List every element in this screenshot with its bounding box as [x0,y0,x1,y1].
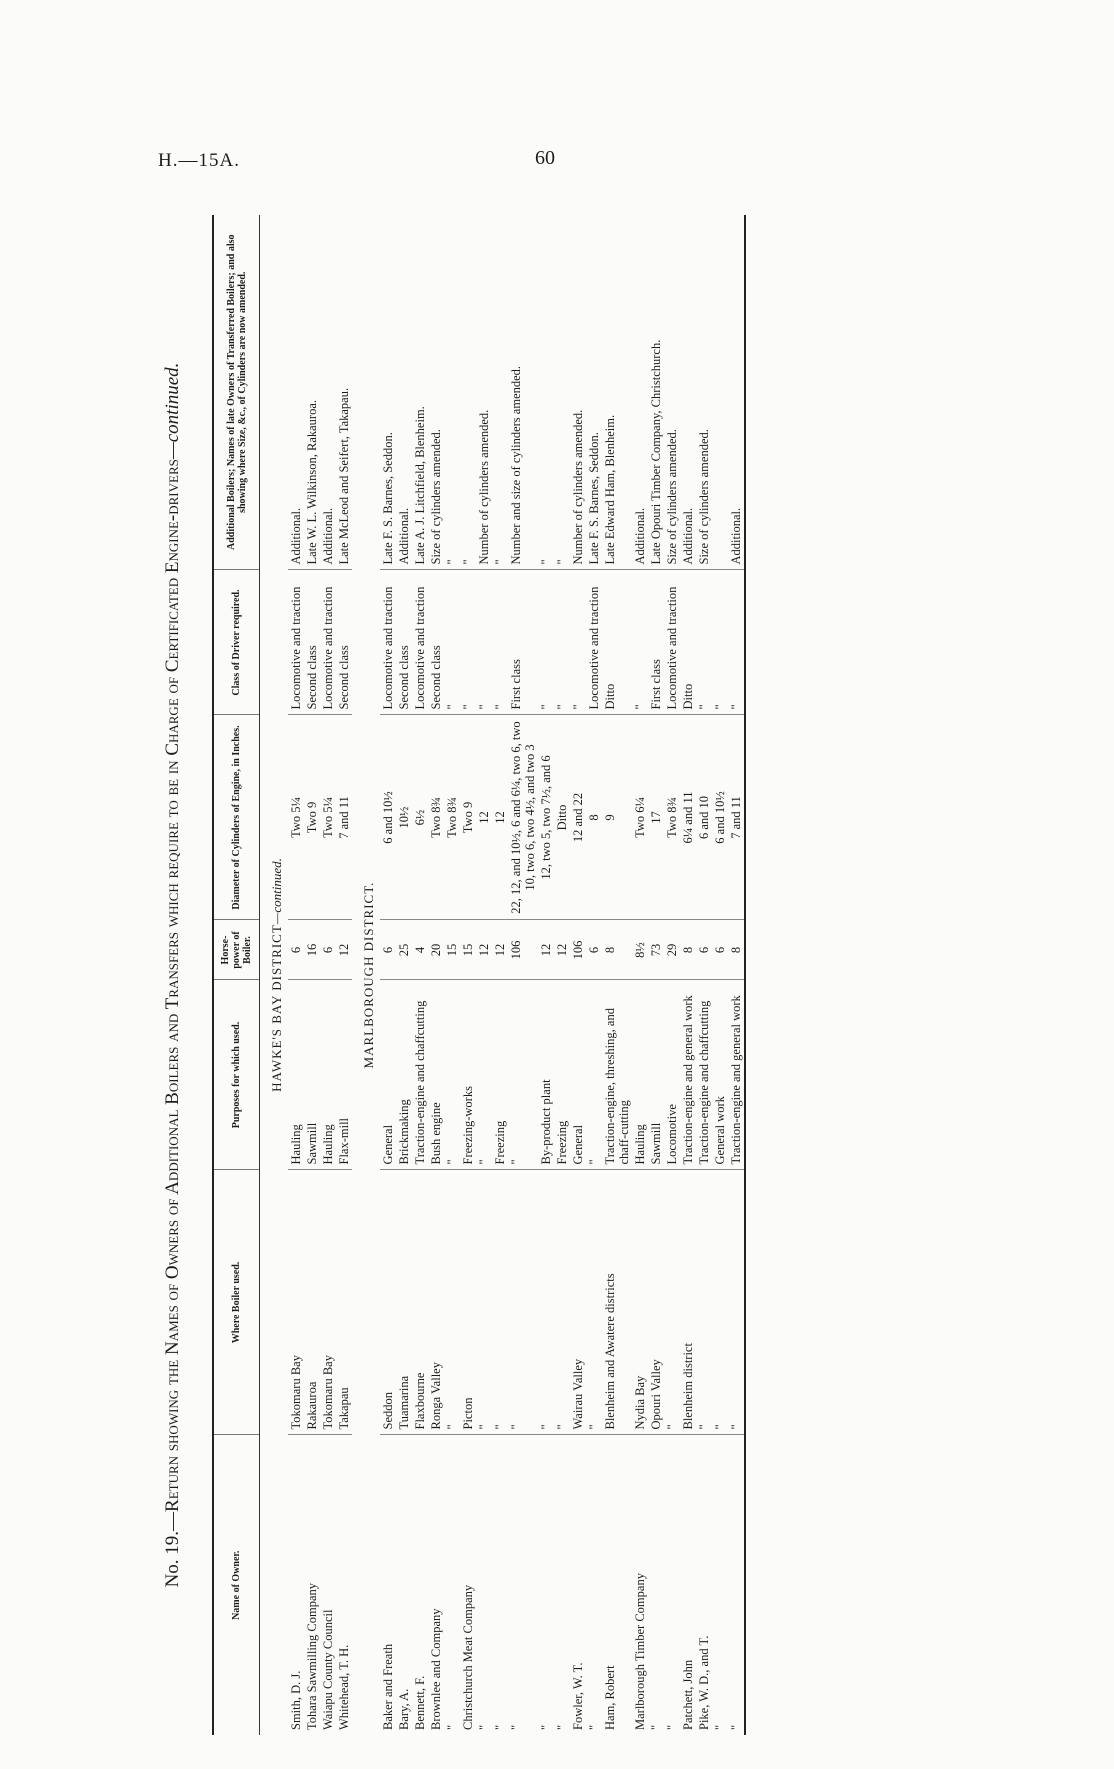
col-header-purpose: Purposes for which used. [213,980,260,1170]
col-header-remarks: Additional Boilers; Names of late Owners of Transferred Boilers; and also showing where Size, &c., of Cylinders are now amended. [213,215,260,570]
owner-cell: Fowler, W. T. [570,1435,586,1735]
cylinders-cell: Two 8¾ [664,715,680,920]
owner-cell: " [586,1435,602,1735]
table-row [336,215,352,1735]
horsepower-cell: 12 [336,920,352,980]
remarks-cell: Additional. [289,507,303,565]
remarks-cell: Additional. [397,507,411,565]
purpose-cell: Sawmill [304,980,320,1170]
table-row [412,215,428,1735]
table-header-row [213,215,260,1735]
horsepower-cell: 12 [476,920,492,980]
cylinders-cell: 22, 12, and 10½, 6 and 6¼, two 6, two 10, two 6, two 4½, and two 3 [508,715,538,920]
horsepower-cell: 6 [696,920,712,980]
where-cell: Tuamarina [396,1170,412,1435]
purpose-cell: " [586,980,602,1170]
where-cell: Opouri Valley [648,1170,664,1435]
remarks-cell: Size of cylinders amended. [429,429,443,565]
owner-cell: Bennett, F. [412,1435,428,1735]
driver-class-cell: " [728,570,745,715]
driver-class-cell: " [538,570,554,715]
col-header-where: Where Boiler used. [213,1170,260,1435]
owner-cell: Whitehead, T. H. [336,1435,352,1735]
district-name: MARLBOROUGH DISTRICT. [361,881,376,1069]
remarks-cell: Late Opouri Timber Company, Christchurch. [649,339,663,565]
table-row [728,215,745,1735]
table-row [380,215,396,1735]
purpose-cell: Traction-engine, threshing, and chaff-cutting [602,980,632,1170]
horsepower-cell: 8 [602,920,632,980]
remarks-cell: " [555,559,569,565]
title-main: Return showing the Names of Owners of Additional Boilers and Transfers which require to be in Charge of Certificated Engine-drivers [162,459,183,1512]
driver-class-cell: Locomotive and traction [664,570,680,715]
purpose-cell: " [444,980,460,1170]
where-cell: " [586,1170,602,1435]
cylinders-cell: 10½ [396,715,412,920]
purpose-cell: Traction-engine and chaffcutting [412,980,428,1170]
district-heading-hawkes-bay [260,215,289,1735]
purpose-cell: Hauling [320,980,336,1170]
cylinders-cell: 6¼ and 11 [680,715,696,920]
purpose-cell: Sawmill [648,980,664,1170]
driver-class-cell: Second class [428,570,444,715]
driver-class-cell: Locomotive and traction [586,570,602,715]
where-cell: Ronga Valley [428,1170,444,1435]
where-cell: " [728,1170,745,1435]
owner-cell: " [538,1435,554,1735]
cylinders-cell: Two 9 [304,715,320,920]
table-row [538,215,554,1735]
purpose-cell: General [380,980,396,1170]
where-cell: " [508,1170,538,1435]
cylinders-cell: 12 and 22 [570,715,586,920]
remarks-cell: Size of cylinders amended. [665,429,679,565]
table-row [696,215,712,1735]
horsepower-cell: 12 [538,920,554,980]
purpose-cell: General [570,980,586,1170]
purpose-cell: Brickmaking [396,980,412,1170]
district-heading-marlborough [352,215,380,1735]
cylinders-cell: Two 9 [460,715,476,920]
driver-class-cell: " [712,570,728,715]
remarks-cell: Late A. J. Litchfield, Blenheim. [413,406,427,565]
remarks-cell: Late Edward Ham, Blenheim. [603,414,617,565]
table-row [428,215,444,1735]
cylinders-cell: Two 6¼ [632,715,648,920]
purpose-cell: Freezing-works [460,980,476,1170]
where-cell: Nydia Bay [632,1170,648,1435]
remarks-cell: Additional. [321,507,335,565]
horsepower-cell: 8 [728,920,745,980]
owner-cell: " [492,1435,508,1735]
owner-cell: " [554,1435,570,1735]
remarks-cell: Size of cylinders amended. [697,429,711,565]
remarks-cell: Late F. S. Barnes, Seddon. [587,432,601,565]
driver-class-cell: Ditto [680,570,696,715]
horsepower-cell: 16 [304,920,320,980]
page-series-label: H.—15A. [158,150,240,171]
table-row [396,215,412,1735]
boilers-table [212,215,746,1735]
remarks-cell: Additional. [728,215,745,570]
remarks-cell: Late F. S. Barnes, Seddon. [381,432,395,565]
cylinders-cell: Two 8¾ [428,715,444,920]
table-row [712,215,728,1735]
remarks-cell: Number of cylinders amended. [477,409,491,565]
where-cell: " [538,1170,554,1435]
driver-class-cell: Locomotive and traction [412,570,428,715]
purpose-cell: " [508,980,538,1170]
where-cell: Tokomaru Bay [320,1170,336,1435]
col-header-owner: Name of Owner. [213,1435,260,1735]
table-row [632,215,648,1735]
horsepower-cell: 20 [428,920,444,980]
owner-cell: Waiapu County Council [320,1435,336,1735]
horsepower-cell: 73 [648,920,664,980]
driver-class-cell: Locomotive and traction [288,570,304,715]
cylinders-cell: 6 and 10½ [712,715,728,920]
purpose-cell: Hauling [632,980,648,1170]
remarks-cell: Number and size of cylinders amended. [509,365,523,565]
cylinders-cell: 12 [476,715,492,920]
horsepower-cell: 12 [554,920,570,980]
purpose-cell: " [476,980,492,1170]
where-cell: Wairau Valley [570,1170,586,1435]
driver-class-cell: " [460,570,476,715]
owner-cell: Marlborough Timber Company [632,1435,648,1735]
horsepower-cell: 6 [288,920,304,980]
rotated-return-table [160,215,1040,1735]
remarks-cell: " [461,559,475,565]
table-row [648,215,664,1735]
driver-class-cell: Second class [396,570,412,715]
purpose-cell: By-product plant [538,980,554,1170]
horsepower-cell: 12 [492,920,508,980]
table-row [460,215,476,1735]
driver-class-cell: Locomotive and traction [320,570,336,715]
purpose-cell: Locomotive [664,980,680,1170]
where-cell: " [554,1170,570,1435]
cylinders-cell: 7 and 11 [336,715,352,920]
col-header-driver-class: Class of Driver required. [213,570,260,715]
purpose-cell: Freezing [492,980,508,1170]
cylinders-cell: 9 [602,715,632,920]
driver-class-cell: Ditto [602,570,632,715]
owner-cell: " [712,1435,728,1735]
district-suffix: —continued. [269,858,284,925]
table-row [586,215,602,1735]
col-header-horsepower: Horse-power of Boiler. [213,920,260,980]
horsepower-cell: 25 [396,920,412,980]
cylinders-cell: 7 and 11 [728,715,745,920]
cylinders-cell: 12, two 5, two 7½, and 6 [538,715,554,920]
driver-class-cell: " [554,570,570,715]
table-row [492,215,508,1735]
horsepower-cell: 6 [380,920,396,980]
owner-cell: " [728,1435,745,1735]
purpose-cell: Traction-engine and chaffcutting [696,980,712,1170]
remarks-cell: Late W. L. Wilkinson, Rakauroa. [305,399,319,565]
owner-cell: " [476,1435,492,1735]
owner-cell: Tohara Sawmilling Company [304,1435,320,1735]
where-cell: Seddon [380,1170,396,1435]
where-cell: Blenheim district [680,1170,696,1435]
driver-class-cell: Locomotive and traction [380,570,396,715]
driver-class-cell: " [492,570,508,715]
cylinders-cell: 8 [586,715,602,920]
cylinders-cell: 12 [492,715,508,920]
owner-cell: " [664,1435,680,1735]
cylinders-cell: Two 5¼ [320,715,336,920]
table-title [160,215,186,1735]
driver-class-cell: Second class [304,570,320,715]
table-row [444,215,460,1735]
owner-cell: Smith, D. J. [288,1435,304,1735]
owner-cell: " [444,1435,460,1735]
where-cell: Picton [460,1170,476,1435]
horsepower-cell: 6 [320,920,336,980]
purpose-cell: Bush engine [428,980,444,1170]
where-cell: " [476,1170,492,1435]
purpose-cell: General work [712,980,728,1170]
horsepower-cell: 15 [444,920,460,980]
remarks-cell: Late McLeod and Seifert, Takapau. [337,387,351,565]
remarks-cell: Additional. [633,507,647,565]
owner-cell: Ham, Robert [602,1435,632,1735]
driver-class-cell: First class [648,570,664,715]
purpose-cell: Hauling [288,980,304,1170]
remarks-cell: " [493,559,507,565]
where-cell: Takapau [336,1170,352,1435]
owner-cell: " [648,1435,664,1735]
driver-class-cell: " [570,570,586,715]
purpose-cell: Flax-mill [336,980,352,1170]
horsepower-cell: 29 [664,920,680,980]
table-row [476,215,492,1735]
where-cell: " [696,1170,712,1435]
purpose-cell: Traction-engine and general work [680,980,696,1170]
cylinders-cell: 6½ [412,715,428,920]
driver-class-cell: Second class [336,570,352,715]
table-row [304,215,320,1735]
cylinders-cell: 6 and 10½ [380,715,396,920]
remarks-cell: Additional. [681,507,695,565]
where-cell: Blenheim and Awatere districts [602,1170,632,1435]
purpose-cell: Traction-engine and general work [728,980,745,1170]
table-row [508,215,538,1735]
owner-cell: Bary, A. [396,1435,412,1735]
title-suffix: —continued. [162,362,183,460]
horsepower-cell: 106 [570,920,586,980]
remarks-cell: Number of cylinders amended. [571,409,585,565]
cylinders-cell: Two 5¼ [288,715,304,920]
owner-cell: Brownlee and Company [428,1435,444,1735]
owner-cell: Pike, W. D., and T. [696,1435,712,1735]
driver-class-cell: " [632,570,648,715]
horsepower-cell: 106 [508,920,538,980]
driver-class-cell: First class [508,570,538,715]
cylinders-cell: 17 [648,715,664,920]
where-cell: " [664,1170,680,1435]
where-cell: " [712,1170,728,1435]
remarks-cell: " [539,559,553,565]
owner-cell: Patchett, John [680,1435,696,1735]
purpose-cell: Freezing [554,980,570,1170]
where-cell: Tokomaru Bay [288,1170,304,1435]
owner-cell: Baker and Freath [380,1435,396,1735]
where-cell: Flaxbourne [412,1170,428,1435]
col-header-cylinders: Diameter of Cylinders of Engine, in Inches. [213,715,260,920]
owner-cell: Christchurch Meat Company [460,1435,476,1735]
table-row [664,215,680,1735]
owner-cell: " [508,1435,538,1735]
table-row [320,215,336,1735]
driver-class-cell: " [476,570,492,715]
table-row [288,215,304,1735]
where-cell: " [444,1170,460,1435]
cylinders-cell: Ditto [554,715,570,920]
horsepower-cell: 4 [412,920,428,980]
cylinders-cell: Two 8¾ [444,715,460,920]
horsepower-cell: 6 [712,920,728,980]
remarks-cell [712,215,728,570]
district-name: HAWKE'S BAY DISTRICT [269,924,284,1092]
remarks-cell: " [445,559,459,565]
horsepower-cell: 8 [680,920,696,980]
page-number: 60 [535,147,555,169]
table-row [570,215,586,1735]
where-cell: Rakauroa [304,1170,320,1435]
table-row [602,215,632,1735]
horsepower-cell: 6 [586,920,602,980]
horsepower-cell: 15 [460,920,476,980]
cylinders-cell: 6 and 10 [696,715,712,920]
table-row [680,215,696,1735]
horsepower-cell: 8½ [632,920,648,980]
driver-class-cell: " [444,570,460,715]
driver-class-cell: " [696,570,712,715]
title-prefix: No. 19.— [162,1511,183,1588]
table-row [554,215,570,1735]
where-cell: " [492,1170,508,1435]
